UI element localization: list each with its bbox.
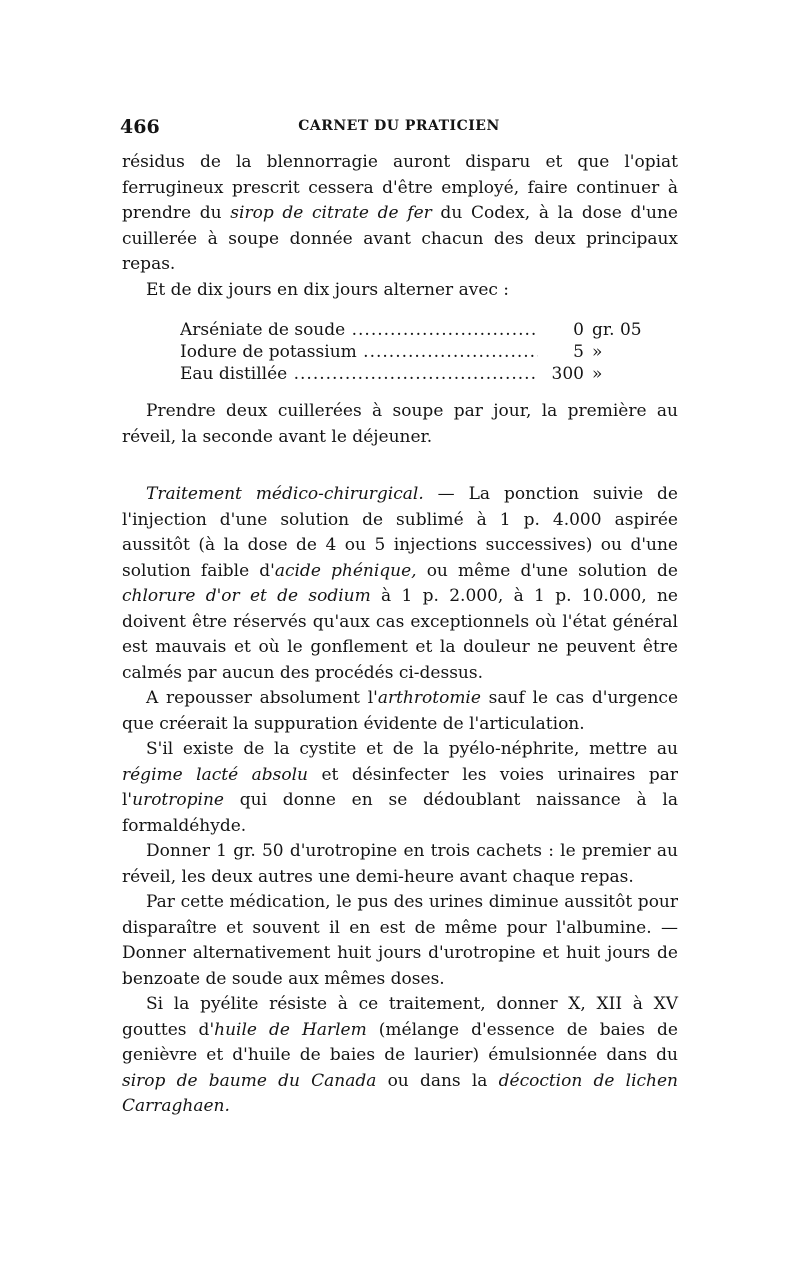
text-run: ou dans la (376, 1070, 499, 1091)
ingredient-quantity: 5 (573, 342, 584, 362)
ingredient-quantity: 0 (573, 320, 584, 340)
italic-run: Traitement médico-chirurgical. (146, 484, 424, 504)
paragraph-6 (122, 737, 678, 839)
italic-run: huile de Harlem (214, 1019, 367, 1040)
prescription-formula (180, 319, 678, 385)
paragraph-9 (122, 992, 678, 1120)
italic-run: chlorure d'or et de sodium (122, 586, 371, 606)
ingredient-unit: » (592, 364, 603, 384)
paragraph-4 (122, 482, 678, 686)
formula-row (180, 319, 678, 341)
running-title: CARNET DU PRATICIEN (298, 118, 500, 134)
italic-run: urotropine (132, 790, 224, 810)
paragraph-2: Et de dix jours en dix jours alterner avec : (146, 279, 510, 300)
paragraph-5 (122, 686, 678, 737)
page-body (122, 150, 678, 1120)
formula-row (180, 363, 678, 385)
ingredient-unit: » (592, 342, 603, 362)
text-run: A repousser absolument l' (146, 688, 378, 708)
text-run: sauf le cas d'urgence que créerait la suppuration évidente de l'articulation. (122, 688, 679, 734)
italic-run: sirop de citrate de fer (230, 203, 432, 223)
paragraph-3: Prendre deux cuillerées à soupe par jour, la première au réveil, la seconde avant le déjeuner. (122, 401, 678, 447)
page-number: 466 (120, 116, 160, 138)
italic-run: acide phénique, (274, 560, 417, 581)
paragraph-1 (122, 150, 678, 278)
text-run: à 1 p. 2.000, à 1 p. 10.000, ne doivent être réservés qu'aux cas exceptionnels où l'état général est mauvais et où le gonflement et la douleur ne peuvent être calmés par aucun des procédés ci-dessus. (122, 586, 678, 683)
text-run: — La ponction suivie de l'injection d'une solution de sublimé à 1 p. 4.000 aspirée aussitôt (à la dose de 4 ou 5 injections successives) ou d'une solution faible d' (122, 484, 678, 581)
text-run: qui donne en se dédoublant naissance à la formaldéhyde. (122, 790, 678, 836)
page-header (116, 116, 682, 140)
paragraph-8: Par cette médication, le pus des urines diminue aussitôt pour disparaître et souvent il en est de même pour l'albumine. — Donner alternativement huit jours d'urotropine et huit jours de benzoate de soude aux mêmes doses. (122, 892, 678, 989)
italic-run: arthrotomie (377, 688, 481, 708)
paragraph-7: Donner 1 gr. 50 d'urotropine en trois cachets : le premier au réveil, les deux autres une demi-heure avant chaque repas. (122, 841, 678, 887)
ingredient-name: Iodure de potassium ..... (180, 341, 538, 363)
italic-run: sirop de baume du Canada (122, 1070, 377, 1091)
text-run: résidus de la blennorragie auront disparu et que l'opiat ferrugineux prescrit cessera d'être employé, faire continuer à prendre du (122, 152, 678, 223)
ingredient-name: Arséniate de soude ..... (180, 319, 538, 341)
text-run: ou même d'une solution de (416, 560, 678, 581)
text-run: (mélange d'essence de baies de genièvre et d'huile de baies de laurier) émulsionnée dans du (122, 1019, 678, 1065)
text-run: S'il existe de la cystite et de la pyélo-néphrite, mettre au (146, 739, 678, 759)
text-run: du Codex, à la dose d'une cuillerée à soupe donnée avant chacun des deux principaux repas. (122, 203, 678, 274)
text-run: et désinfecter les voies urinaires par l' (122, 764, 679, 810)
formula-row (180, 341, 678, 363)
italic-run: décoction de lichen Carraghaen. (122, 1070, 678, 1116)
ingredient-name: Eau distillée ..... (180, 363, 538, 385)
italic-run: régime lacté absolu (122, 764, 308, 785)
ingredient-quantity: 300 (551, 364, 584, 384)
ingredient-unit: gr. 05 (592, 320, 642, 340)
text-run: Si la pyélite résiste à ce traitement, donner X, XII à XV gouttes d' (122, 994, 678, 1040)
